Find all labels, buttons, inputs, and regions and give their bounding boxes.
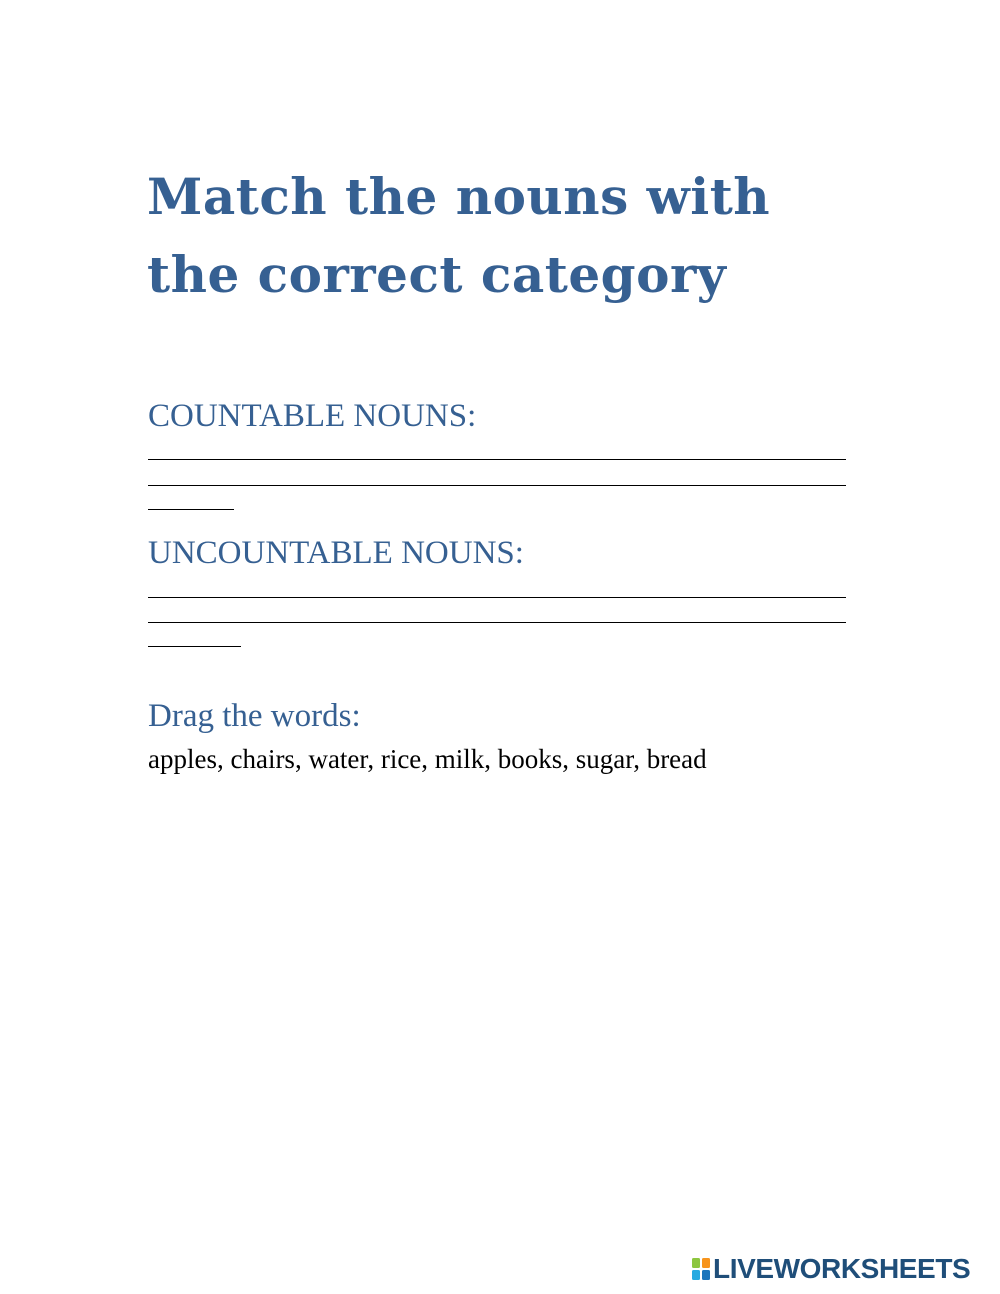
- word-bank[interactable]: apples, chairs, water, rice, milk, books, sugar, bread: [148, 744, 707, 774]
- countable-answer-line-1[interactable]: [148, 459, 846, 460]
- uncountable-answer-line-2[interactable]: [148, 622, 846, 623]
- logo-text: LIVEWORKSHEETS: [713, 1253, 971, 1284]
- countable-heading: COUNTABLE NOUNS:: [148, 398, 477, 434]
- title-line-2: the correct category: [147, 245, 727, 304]
- uncountable-heading: UNCOUNTABLE NOUNS:: [148, 535, 524, 571]
- page-title: [147, 158, 867, 314]
- drag-heading: Drag the words:: [148, 698, 361, 734]
- uncountable-answer-line-3[interactable]: [148, 646, 241, 647]
- liveworksheets-logo: [692, 1254, 970, 1284]
- countable-answer-line-3[interactable]: [148, 509, 234, 510]
- uncountable-answer-line-1[interactable]: [148, 597, 846, 598]
- title-line-1: Match the nouns with: [147, 167, 771, 226]
- countable-answer-line-2[interactable]: [148, 485, 846, 486]
- liveworksheets-logo-icon: [692, 1258, 710, 1280]
